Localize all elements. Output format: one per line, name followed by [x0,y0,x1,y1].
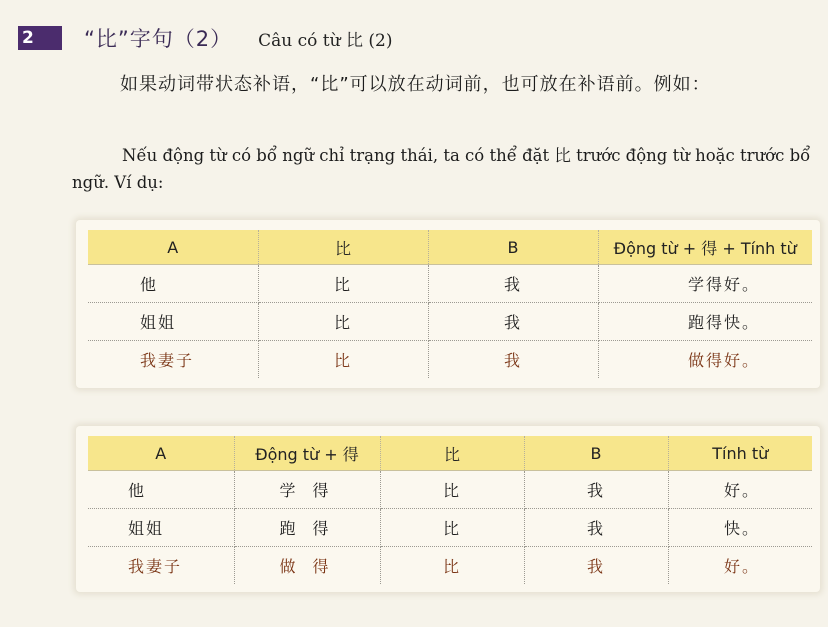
cell-b: 我 [524,547,668,585]
col-header-verb-de-adj: Động từ + 得 + Tính từ [598,230,812,265]
example-table-1 [88,230,812,378]
cell-bi: 比 [258,265,428,303]
col-header-a: A [88,230,258,265]
cell-adj: 快。 [668,509,812,547]
table-row [88,547,812,585]
cell-b: 我 [428,303,598,341]
cell-adj: 好。 [723,557,760,576]
table-row [88,265,812,303]
section-title-chinese: “比”字句（2） [84,27,233,51]
example-table-2-card [76,426,820,592]
col-header-verb-de: Động từ + 得 [234,436,380,471]
section-header [18,24,392,52]
cell-a: 我妻子 [88,547,234,585]
example-table-1-card [76,220,820,388]
cell-verb-de: 做 得 [234,547,380,585]
cell-verb-de-adj: 学得好。 [598,265,812,303]
section-title-vietnamese: Câu có từ 比 (2) [258,30,393,51]
table-row [88,471,812,509]
col-header-a: A [88,436,234,471]
cell-bi: 比 [380,547,524,585]
cell-bi: 比 [380,509,524,547]
cell-b: 我 [524,509,668,547]
cell-b: 我 [428,265,598,303]
cell-a: 姐姐 [88,509,234,547]
col-header-bi: 比 [258,230,428,265]
explanation-vietnamese: Nếu động từ có bổ ngữ chỉ trạng thái, ta có thể đặt 比 trước động từ hoặc trước bổ ngữ. Ví dụ: [72,146,811,192]
table-row [88,509,812,547]
col-header-bi: 比 [380,436,524,471]
cell-verb-de: 学 得 [234,471,380,509]
cell-verb-de-adj: 跑得快。 [598,303,812,341]
col-header-b: B [524,436,668,471]
table-row [88,303,812,341]
table-header-row [88,230,812,265]
cell-bi: 比 [380,471,524,509]
cell-verb-de-adj: 做得好。 [687,351,760,370]
example-table-2 [88,436,812,584]
cell-a: 他 [88,471,234,509]
cell-adj: 好。 [668,471,812,509]
explanation-chinese: 如果动词带状态补语，“比”可以放在动词前，也可放在补语前。例如： [120,74,711,95]
cell-a: 姐姐 [88,303,258,341]
cell-bi: 比 [258,341,428,379]
table-row [88,341,812,379]
cell-a: 我妻子 [88,341,258,379]
col-header-b: B [428,230,598,265]
col-header-adj: Tính từ [668,436,812,471]
cell-verb-de: 跑 得 [234,509,380,547]
cell-a: 他 [88,265,258,303]
cell-b: 我 [428,341,598,379]
table-header-row [88,436,812,471]
cell-b: 我 [524,471,668,509]
section-number-badge: 2 [18,26,62,50]
cell-bi: 比 [258,303,428,341]
